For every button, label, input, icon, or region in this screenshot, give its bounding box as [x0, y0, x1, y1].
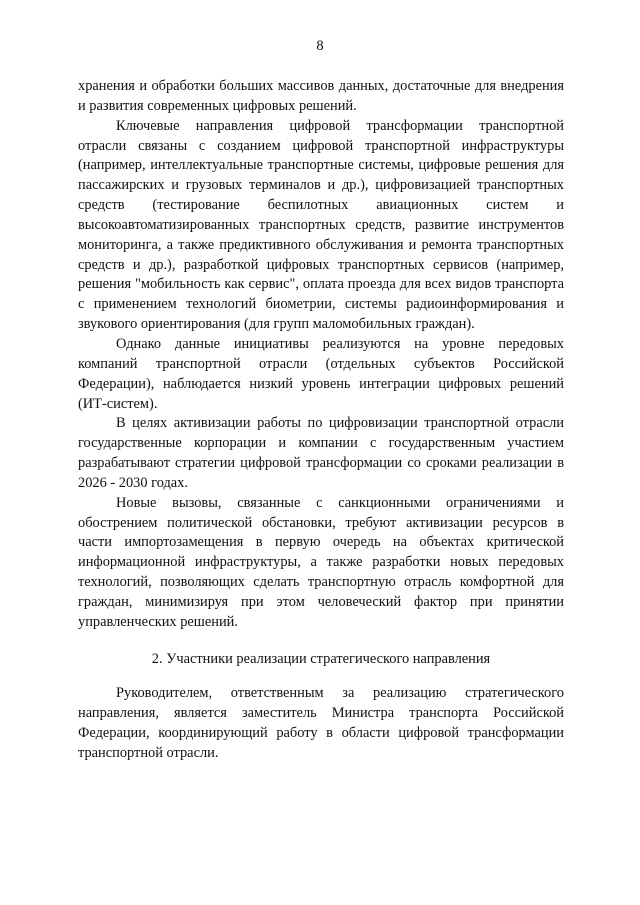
paragraph-initiatives: Однако данные инициативы реализуются на уровне передовых компаний транспортной отрасли (отдельных субъектов Российской Федерации), наблюдается низкий уровень интеграции цифровых решений (ИТ-систем). [78, 335, 564, 412]
paragraph-key-directions: Ключевые направления цифровой трансформации транспортной отрасли связаны с созданием цифровой транспортной инфраструктуры (например, интеллектуальные транспортные системы, цифровые решения для пассажирских и грузовых терминалов и др.), цифровизацией транспортных средств (тестирование беспилотных авиационных систем и высокоавтоматизированных транспортных средств, развитие инструментов мониторинга, а также предиктивного обслуживания и ремонта транспортных средств и др.), разработкой цифровых транспортных сервисов (например, решения "мобильность как сервис", оплата проезда для всех видов транспорта с применением технологий биометрии, системы радиоинформирования и звукового ориентирования (для групп маломобильных граждан). [78, 117, 564, 333]
document-body [78, 77, 564, 764]
paragraph-leader: Руководителем, ответственным за реализацию стратегического направления, является заместитель Министра транспорта Российской Федерации, координирующий работу в области цифровой трансформации транспортной отрасли. [78, 685, 564, 761]
paragraph-new-challenges: Новые вызовы, связанные с санкционными ограничениями и обострением политической обстановки, требуют активизации ресурсов в части импортозамещения в первую очередь на объектах критической информационной инфраструктуры, а также разработки новых передовых технологий, позволяющих сделать транспортную отрасль комфортной для граждан, минимизируя при этом человеческий фактор при принятии управленческих решений. [78, 494, 564, 630]
paragraph-continuation: хранения и обработки больших массивов данных, достаточные для внедрения и развития современных цифровых решений. [78, 78, 564, 114]
section-heading: 2. Участники реализации стратегического направления [151, 650, 491, 667]
page-number: 8 [316, 38, 324, 54]
paragraph-state-corporations: В целях активизации работы по цифровизации транспортной отрасли государственные корпорации и компании с государственным участием разрабатывают стратегии цифровой трансформации со сроками реализации в 2026 - 2030 годах. [78, 415, 564, 491]
